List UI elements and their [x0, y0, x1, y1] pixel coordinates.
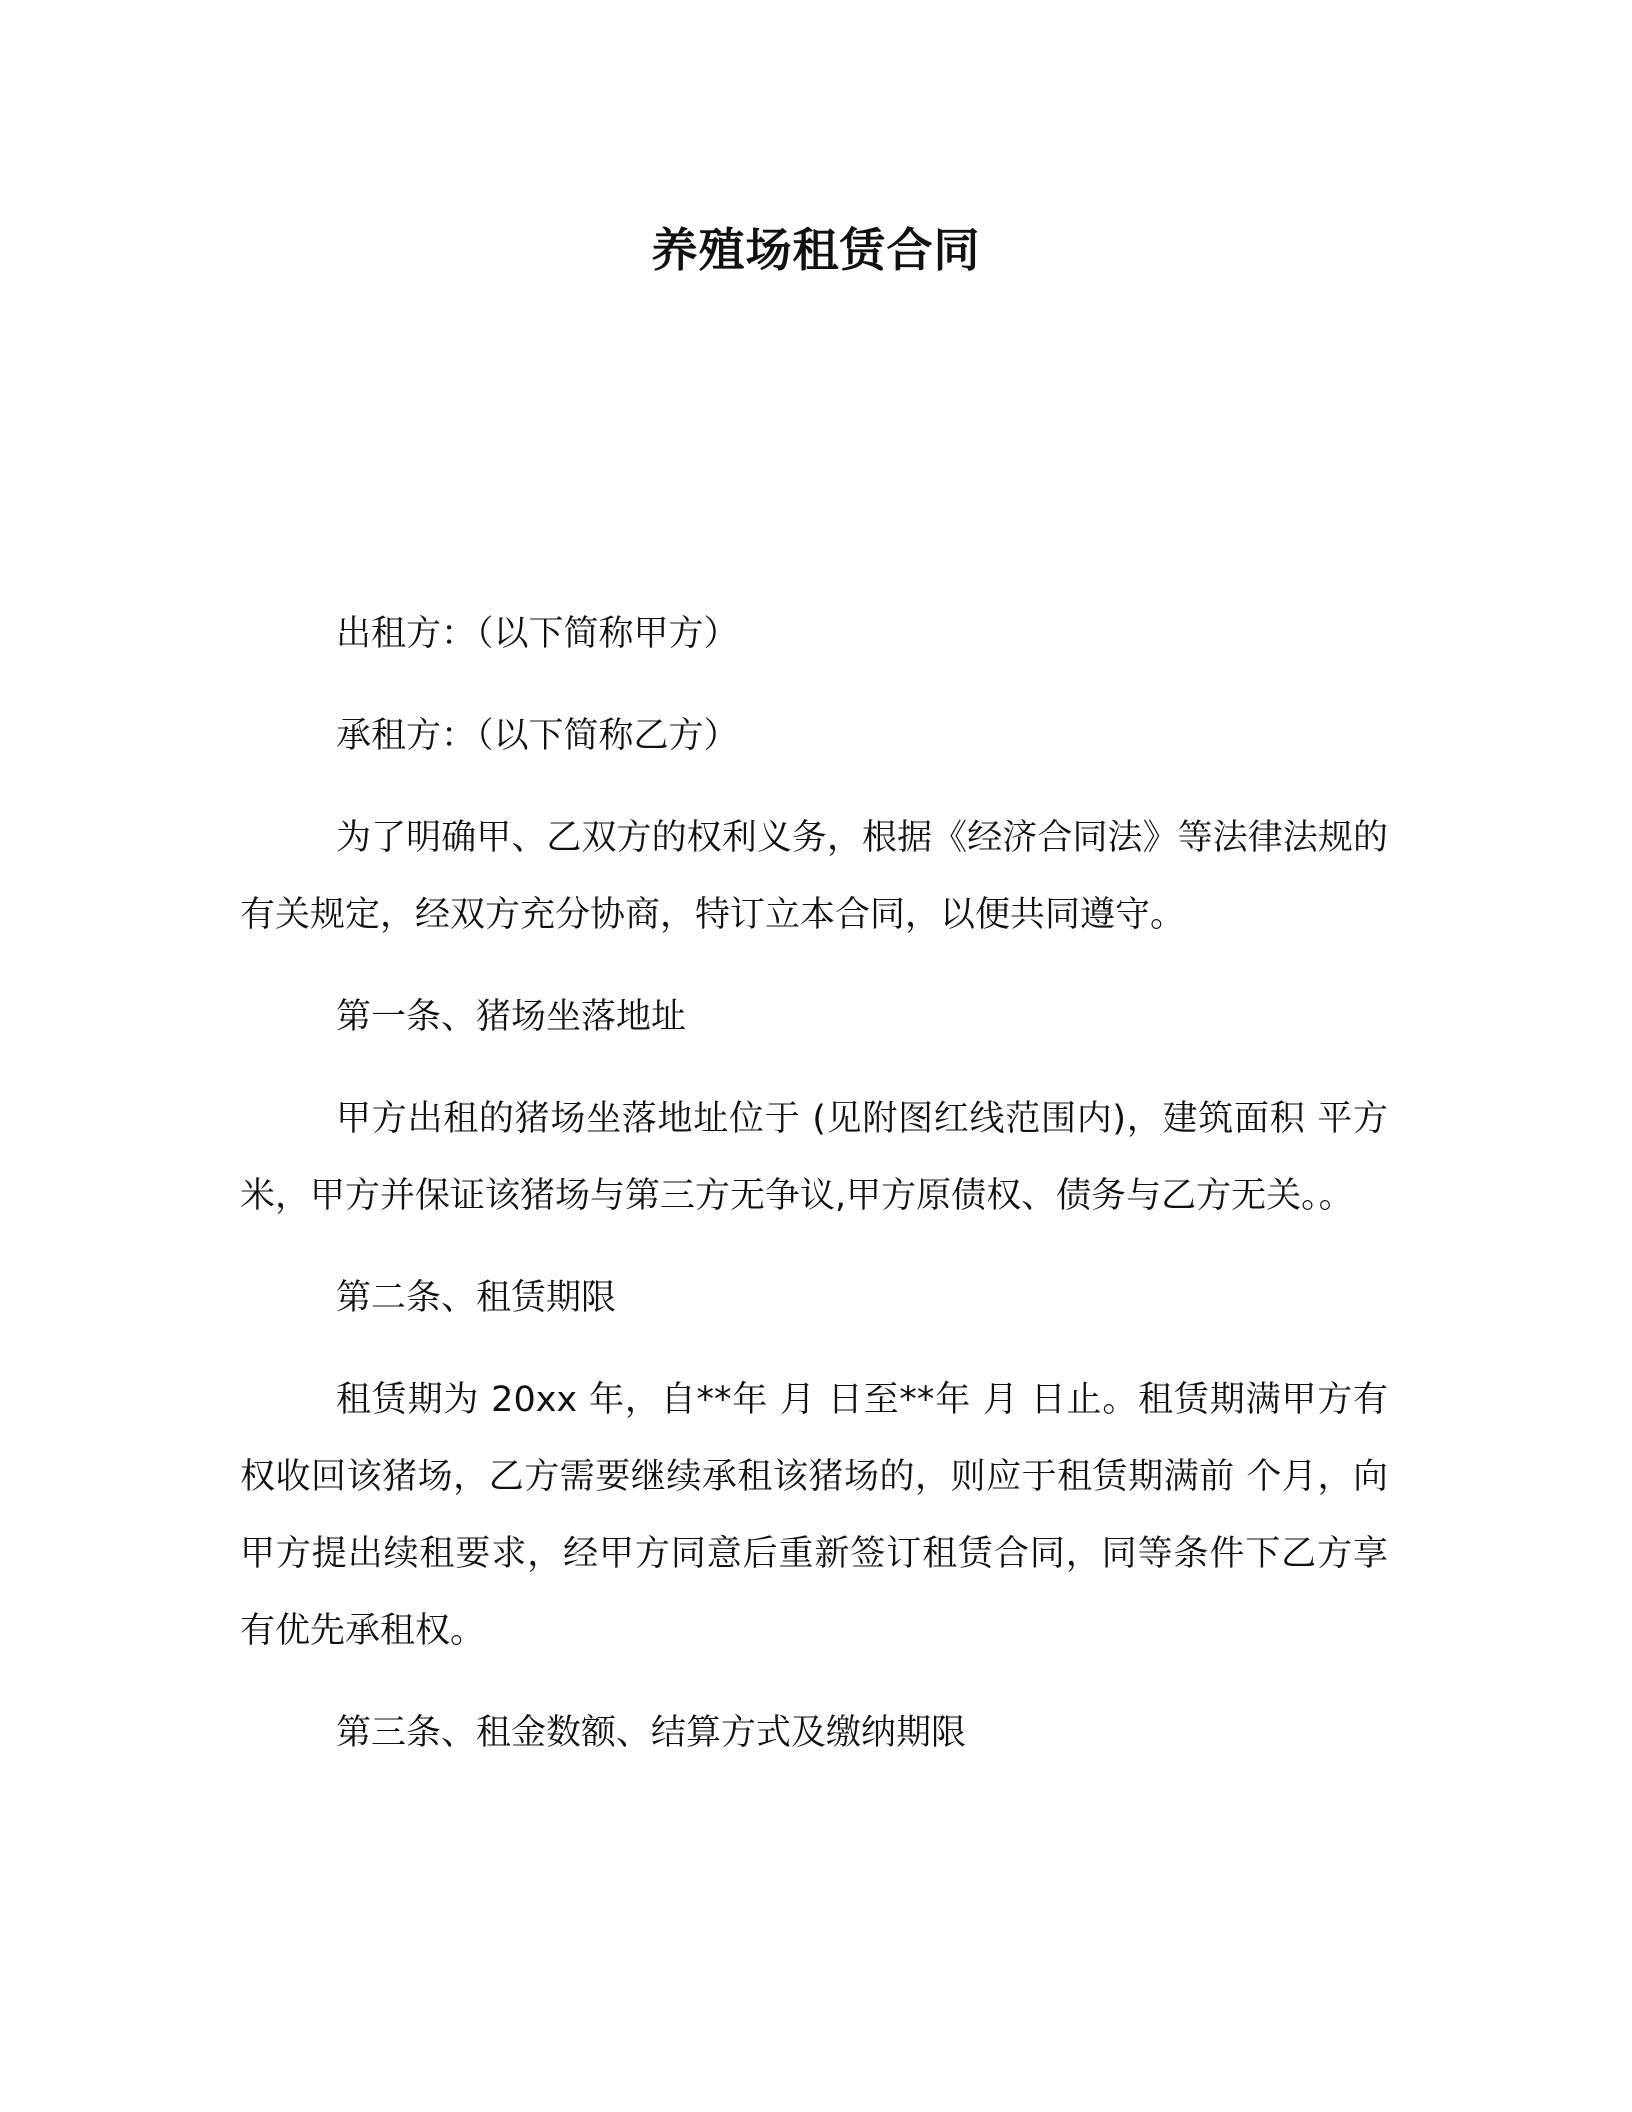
document-title: 养殖场租赁合同: [651, 223, 981, 277]
article-1-heading: 第一条、猪场坐落地址: [336, 997, 687, 1037]
lessor-line: 出租方：（以下简称甲方）: [336, 614, 739, 654]
article-2-paragraph: 租赁期为 20xx 年，自**年 月 日至**年 月 日止。租赁期满甲方有权收回该猪场，乙方需要继续承租该猪场的，则应于租赁期满前 个月，向甲方提出续租要求，经甲方同意后重新签订租赁合同，同等条件下乙方享有优先承租权。: [240, 1380, 1388, 1651]
article-1-paragraph: 甲方出租的猪场坐落地址位于 (见附图红线范围内)，建筑面积 平方米，甲方并保证该猪场与第三方无争议,甲方原债权、债务与乙方无关。。: [240, 1099, 1388, 1216]
article-2-heading: 第二条、租赁期限: [336, 1278, 617, 1318]
article-3-heading: 第三条、租金数额、结算方式及缴纳期限: [336, 1713, 967, 1753]
lessee-line: 承租方：（以下简称乙方）: [336, 716, 739, 756]
preamble-paragraph: 为了明确甲、乙双方的权利义务，根据《经济合同法》等法律法规的有关规定，经双方充分协商，特订立本合同，以便共同遵守。: [240, 818, 1388, 935]
document-body: [240, 596, 1388, 1797]
